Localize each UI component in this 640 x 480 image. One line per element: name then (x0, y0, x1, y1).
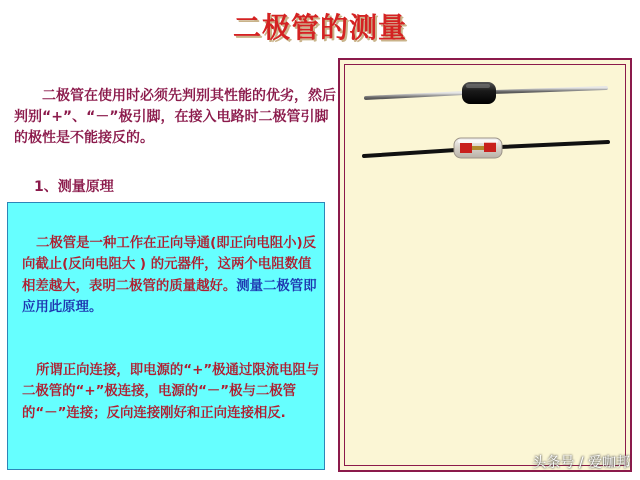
principle-box (7, 202, 325, 470)
power-diode (366, 82, 606, 104)
section-heading: 1、测量原理 (34, 179, 114, 195)
glass-diode (364, 138, 608, 158)
diode-photo (360, 76, 612, 176)
page-title: 二极管的测量 (232, 11, 407, 44)
intro-paragraph: 二极管在使用时必须先判别其性能的优劣，然后判别“+”、“－”极引脚，在接入电路时二极管引脚的极性是不能接反的。 (14, 88, 336, 146)
watermark: 头条号 / 爱咖邦 (532, 455, 630, 471)
principle-paragraph (22, 233, 322, 318)
principle-text: 二极管是一种工作在正向导通(即正向电阻小)反向截止(反向电阻大 ) 的元器件，这两个电阻数值相差越大，表明二极管的质量越好。 (22, 236, 317, 294)
principle-accent-text: 测量二极管即应用此原理。 (22, 278, 317, 315)
connection-paragraph: 所谓正向连接，即电源的“+”极通过限流电阻与二极管的“+”极连接，电源的“－”极与二极管的“－”连接；反向连接刚好和正向连接相反. (22, 363, 320, 421)
